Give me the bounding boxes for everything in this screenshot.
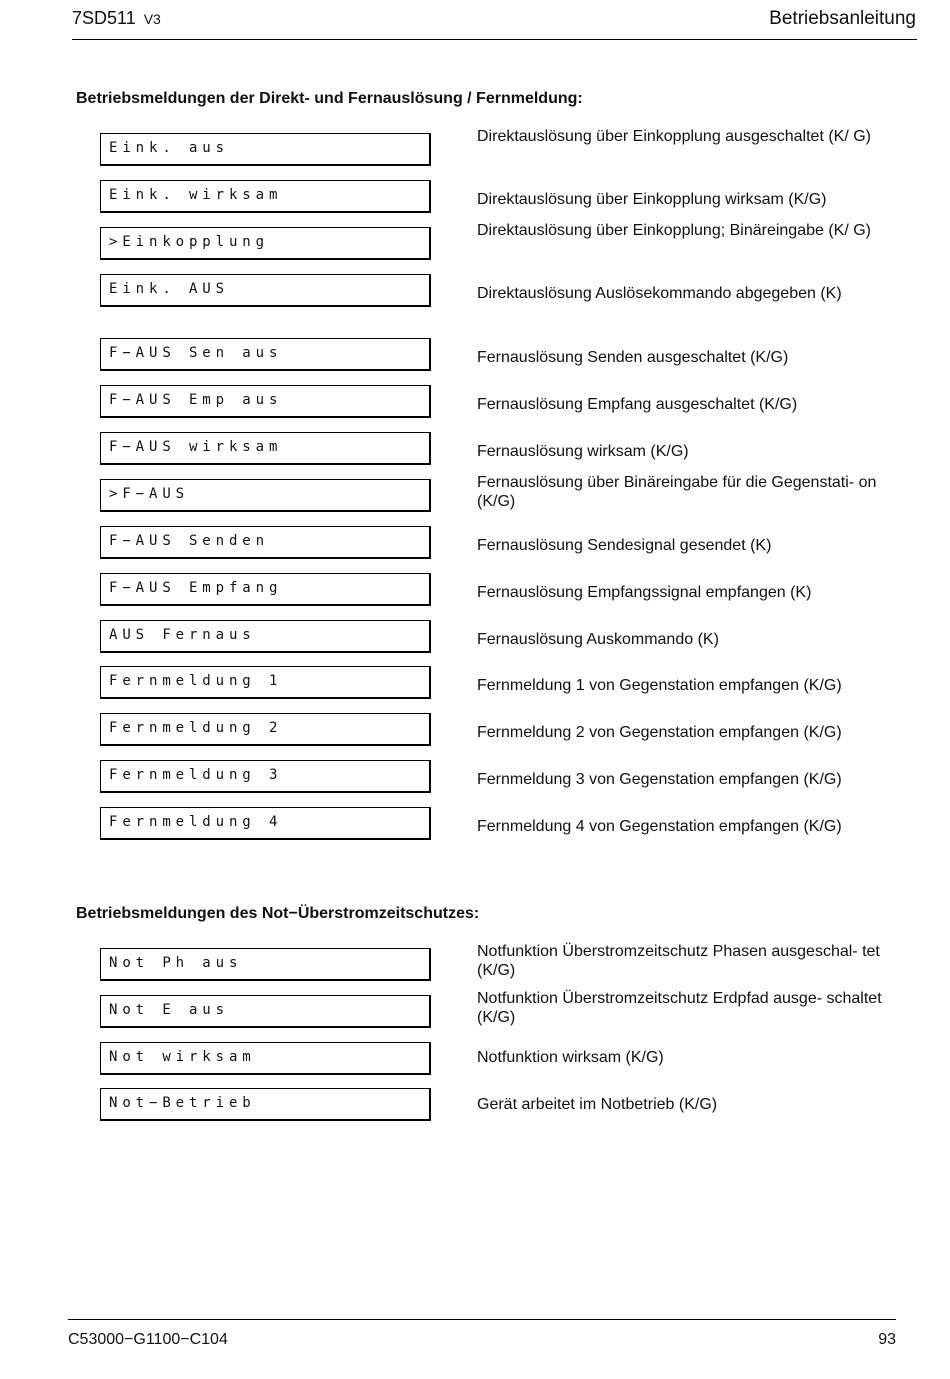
display-text: Not E aus xyxy=(109,1002,229,1018)
message-row xyxy=(100,807,900,843)
message-description: Notfunktion Überstromzeitschutz Erdpfad ausge- schaltet (K/G) xyxy=(477,990,882,1026)
display-box xyxy=(100,432,431,465)
display-box xyxy=(100,526,431,559)
message-row xyxy=(100,1088,900,1124)
display-box xyxy=(100,180,431,213)
display-box xyxy=(100,666,431,699)
display-box xyxy=(100,479,431,512)
message-row xyxy=(100,385,900,421)
display-text: Not wirksam xyxy=(109,1049,256,1065)
display-text: Eink. aus xyxy=(109,140,229,156)
display-box xyxy=(100,133,431,166)
display-box xyxy=(100,948,431,981)
message-row xyxy=(100,1042,900,1078)
display-box xyxy=(100,807,431,840)
display-text: Fernmeldung 2 xyxy=(109,720,283,736)
display-box xyxy=(100,620,431,653)
display-text: Eink. AUS xyxy=(109,281,229,297)
message-row xyxy=(100,760,900,796)
display-text: Fernmeldung 3 xyxy=(109,767,283,783)
message-row xyxy=(100,573,900,609)
message-description: Fernauslösung Empfangssignal empfangen (K) xyxy=(477,584,812,601)
document-number: C53000−G1100−C104 xyxy=(68,1331,228,1348)
message-description: Fernmeldung 2 von Gegenstation empfangen (K/G) xyxy=(477,724,842,741)
message-description: Direktauslösung über Einkopplung; Binäreingabe (K/ G) xyxy=(477,222,872,239)
display-box xyxy=(100,760,431,793)
display-text: Eink. wirksam xyxy=(109,187,283,203)
message-description: Direktauslösung über Einkopplung wirksam (K/G) xyxy=(477,191,827,208)
message-description: Fernmeldung 1 von Gegenstation empfangen (K/G) xyxy=(477,677,842,694)
header-divider xyxy=(72,39,917,40)
display-text: Not−Betrieb xyxy=(109,1095,256,1111)
header-product xyxy=(72,8,161,29)
product-version: V3 xyxy=(143,11,161,27)
section-title-fernausloesung: Betriebsmeldungen der Direkt- und Fernauslösung / Fernmeldung: xyxy=(76,90,583,107)
message-description: Fernmeldung 3 von Gegenstation empfangen (K/G) xyxy=(477,771,842,788)
display-text: F−AUS Senden xyxy=(109,533,269,549)
message-description: Direktauslösung über Einkopplung ausgeschaltet (K/ G) xyxy=(477,128,871,145)
display-box xyxy=(100,573,431,606)
message-row xyxy=(100,990,900,1031)
display-text: Fernmeldung 4 xyxy=(109,814,283,830)
message-row xyxy=(100,338,900,374)
message-description: Fernmeldung 4 von Gegenstation empfangen (K/G) xyxy=(477,818,842,835)
display-box xyxy=(100,227,431,260)
display-box xyxy=(100,338,431,371)
message-description: Fernauslösung wirksam (K/G) xyxy=(477,443,689,460)
message-row xyxy=(100,128,900,169)
message-row xyxy=(100,222,900,263)
message-description: Notfunktion wirksam (K/G) xyxy=(477,1049,664,1066)
display-box xyxy=(100,274,431,307)
message-row xyxy=(100,943,900,984)
display-text: F−AUS wirksam xyxy=(109,439,283,455)
message-description: Fernauslösung Empfang ausgeschaltet (K/G) xyxy=(477,396,798,413)
message-description: Notfunktion Überstromzeitschutz Phasen ausgeschal- tet (K/G) xyxy=(477,943,880,979)
product-name: 7SD511 xyxy=(72,8,136,28)
message-description: Fernauslösung Sendesignal gesendet (K) xyxy=(477,537,772,554)
message-row xyxy=(100,526,900,562)
message-description: Direktauslösung Auslösekommando abgegeben (K) xyxy=(477,285,842,302)
message-description: Fernauslösung über Binäreingabe für die Gegenstati- on (K/G) xyxy=(477,474,877,510)
display-text: F−AUS Empfang xyxy=(109,580,283,596)
message-row xyxy=(100,713,900,749)
message-row xyxy=(100,274,900,310)
section-title-not-ueberstrom: Betriebsmeldungen des Not−Überstromzeitschutzes: xyxy=(76,905,480,922)
display-box xyxy=(100,713,431,746)
message-description: Fernauslösung Senden ausgeschaltet (K/G) xyxy=(477,349,789,366)
message-row xyxy=(100,620,900,656)
display-box xyxy=(100,1042,431,1075)
page-number: 93 xyxy=(878,1331,896,1348)
display-text: Not Ph aus xyxy=(109,955,243,971)
message-row xyxy=(100,666,900,702)
display-text: Fernmeldung 1 xyxy=(109,673,283,689)
message-description: Fernauslösung Auskommando (K) xyxy=(477,631,719,648)
display-text: F−AUS Emp aus xyxy=(109,392,283,408)
message-row xyxy=(100,180,900,216)
display-text: >Einkopplung xyxy=(109,234,269,250)
header-doc-type: Betriebsanleitung xyxy=(769,8,916,29)
display-box xyxy=(100,385,431,418)
display-box xyxy=(100,995,431,1028)
display-box xyxy=(100,1088,431,1121)
footer-divider xyxy=(68,1319,896,1320)
display-text: F−AUS Sen aus xyxy=(109,345,283,361)
display-text: AUS Fernaus xyxy=(109,627,256,643)
message-row xyxy=(100,432,900,468)
display-text: >F−AUS xyxy=(109,486,189,502)
message-description: Gerät arbeitet im Notbetrieb (K/G) xyxy=(477,1096,718,1113)
message-row xyxy=(100,474,900,515)
